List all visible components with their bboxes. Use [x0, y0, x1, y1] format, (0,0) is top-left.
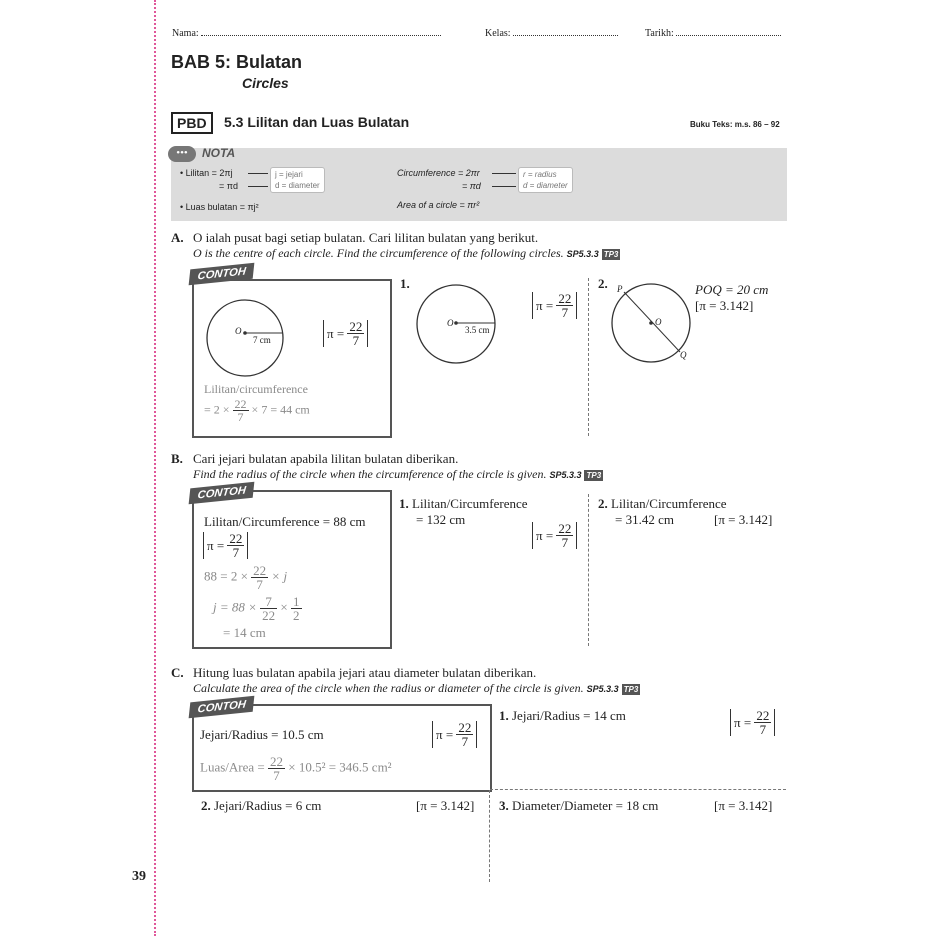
- point-q: Q: [680, 350, 687, 360]
- b-working-2: j = 88 × $\frac{7}{22}$ × $\frac{1}{2}$: [213, 594, 300, 623]
- nota-luas: • Luas bulatan = πj²: [180, 202, 259, 212]
- point-o: O: [655, 317, 662, 327]
- b-q2-value: = 31.42 cm: [615, 512, 674, 527]
- class-label: Kelas:: [485, 28, 511, 39]
- part-b-question-en: Find the radius of the circle when the circumference of the circle is given. SP5.3.3 TP3: [193, 467, 602, 481]
- c-example-pi: π = $\frac{22}{7}$: [432, 721, 477, 748]
- b-q1-value: = 132 cm: [416, 512, 466, 527]
- b-example-given: Lilitan/Circumference = 88 cm: [204, 514, 366, 529]
- divider: [490, 789, 786, 790]
- c-q3: 3. Diameter/Diameter = 18 cm: [499, 798, 659, 813]
- example-working-2: = 2 × $\frac{22}{7}$ × 7 = 44 cm: [204, 397, 310, 424]
- name-label: Nama:: [172, 28, 199, 39]
- c-example-working: Luas/Area = $\frac{22}{7}$ × 10.5² = 346.5 cm²: [200, 754, 392, 783]
- date-field[interactable]: [645, 27, 781, 39]
- b-q2-pi: [π = 3.142]: [714, 512, 773, 527]
- part-c-question-en: Calculate the area of the circle when the radius or diameter of the circle is given. SP5.3.3 TP3: [193, 681, 639, 695]
- radius-label: 7 cm: [253, 335, 271, 345]
- example-working-1: Lilitan/circumference: [204, 382, 308, 396]
- nota-circ-d: = πd: [462, 181, 481, 191]
- b-q1-pi: π = $\frac{22}{7}$: [532, 522, 577, 549]
- contoh-label: CONTOH: [189, 696, 255, 719]
- nota-label: NOTA: [202, 146, 236, 160]
- q2-pi: [π = 3.142]: [695, 298, 754, 313]
- nota-legend-en: r = radius d = diameter: [518, 167, 573, 193]
- q2-given: POQ = 20 cm: [695, 282, 769, 297]
- q1-radius: 3.5 cm: [465, 325, 490, 335]
- margin-line: [154, 0, 156, 936]
- page-number: 39: [132, 869, 146, 884]
- c-q1: 1. Jejari/Radius = 14 cm: [499, 708, 626, 723]
- date-label: Tarikh:: [645, 28, 674, 39]
- example-circle: [200, 293, 290, 383]
- part-b-letter: B.: [171, 451, 183, 466]
- contoh-label: CONTOH: [189, 263, 255, 286]
- part-c-question: Hitung luas bulatan apabila jejari atau diameter bulatan diberikan.: [193, 665, 537, 680]
- part-a-letter: A.: [171, 230, 184, 245]
- divider: [489, 790, 490, 882]
- name-field[interactable]: [172, 27, 441, 39]
- nota-lilitan: • Lilitan = 2πj: [180, 168, 233, 178]
- contoh-label: CONTOH: [189, 482, 255, 505]
- q1-number: 1.: [400, 276, 410, 291]
- part-a-question-en: O is the centre of each circle. Find the circumference of the following circles. SP5.3.3 TP3: [193, 246, 619, 260]
- q1-circle: [412, 280, 500, 368]
- c-q1-pi: π = $\frac{22}{7}$: [730, 709, 775, 736]
- arrow-icon: [492, 173, 516, 174]
- class-field[interactable]: [485, 27, 618, 39]
- c-example-given: Jejari/Radius = 10.5 cm: [200, 727, 324, 742]
- pi-given: π = $\frac{22}{7}$: [323, 320, 368, 347]
- center-o-label: O: [235, 326, 242, 336]
- textbook-ref: Buku Teks: m.s. 86 – 92: [690, 120, 780, 129]
- part-a-question: O ialah pusat bagi setiap bulatan. Cari lilitan bulatan yang berikut.: [193, 230, 539, 245]
- divider: [588, 494, 589, 646]
- chapter-subtitle: Circles: [242, 75, 289, 91]
- pbd-badge: PBD: [171, 112, 213, 134]
- arrow-icon: [492, 186, 516, 187]
- c-q2: 2. Jejari/Radius = 6 cm: [201, 798, 322, 813]
- nota-area: Area of a circle = πr²: [397, 200, 480, 210]
- c-q3-pi: [π = 3.142]: [714, 798, 773, 813]
- chapter-title: BAB 5: Bulatan: [171, 52, 303, 72]
- q1-pi: π = $\frac{22}{7}$: [532, 292, 577, 319]
- q1-center: O: [447, 318, 454, 328]
- b-working-1: 88 = 2 × $\frac{22}{7}$ × j: [204, 563, 288, 592]
- divider: [588, 278, 589, 436]
- arrow-icon: [248, 186, 268, 187]
- b-example-pi: π = $\frac{22}{7}$: [203, 532, 248, 559]
- b-q2: 2. Lilitan/Circumference: [598, 496, 727, 511]
- point-p: P: [617, 284, 623, 294]
- q2-number: 2.: [598, 276, 608, 291]
- b-working-3: = 14 cm: [223, 625, 266, 640]
- arrow-icon: [248, 173, 268, 174]
- nota-circ: Circumference = 2πr: [397, 168, 480, 178]
- nota-legend: j = jejari d = diameter: [270, 167, 325, 193]
- section-title: 5.3 Lilitan dan Luas Bulatan: [224, 114, 410, 130]
- c-q2-pi: [π = 3.142]: [416, 798, 475, 813]
- nota-lilitan-d: = πd: [219, 181, 238, 191]
- b-q1: 1. Lilitan/Circumference: [399, 496, 528, 511]
- part-b-question: Cari jejari bulatan apabila lilitan bulatan diberikan.: [193, 451, 459, 466]
- speech-bubble-icon: •••: [168, 146, 196, 162]
- part-c-letter: C.: [171, 665, 184, 680]
